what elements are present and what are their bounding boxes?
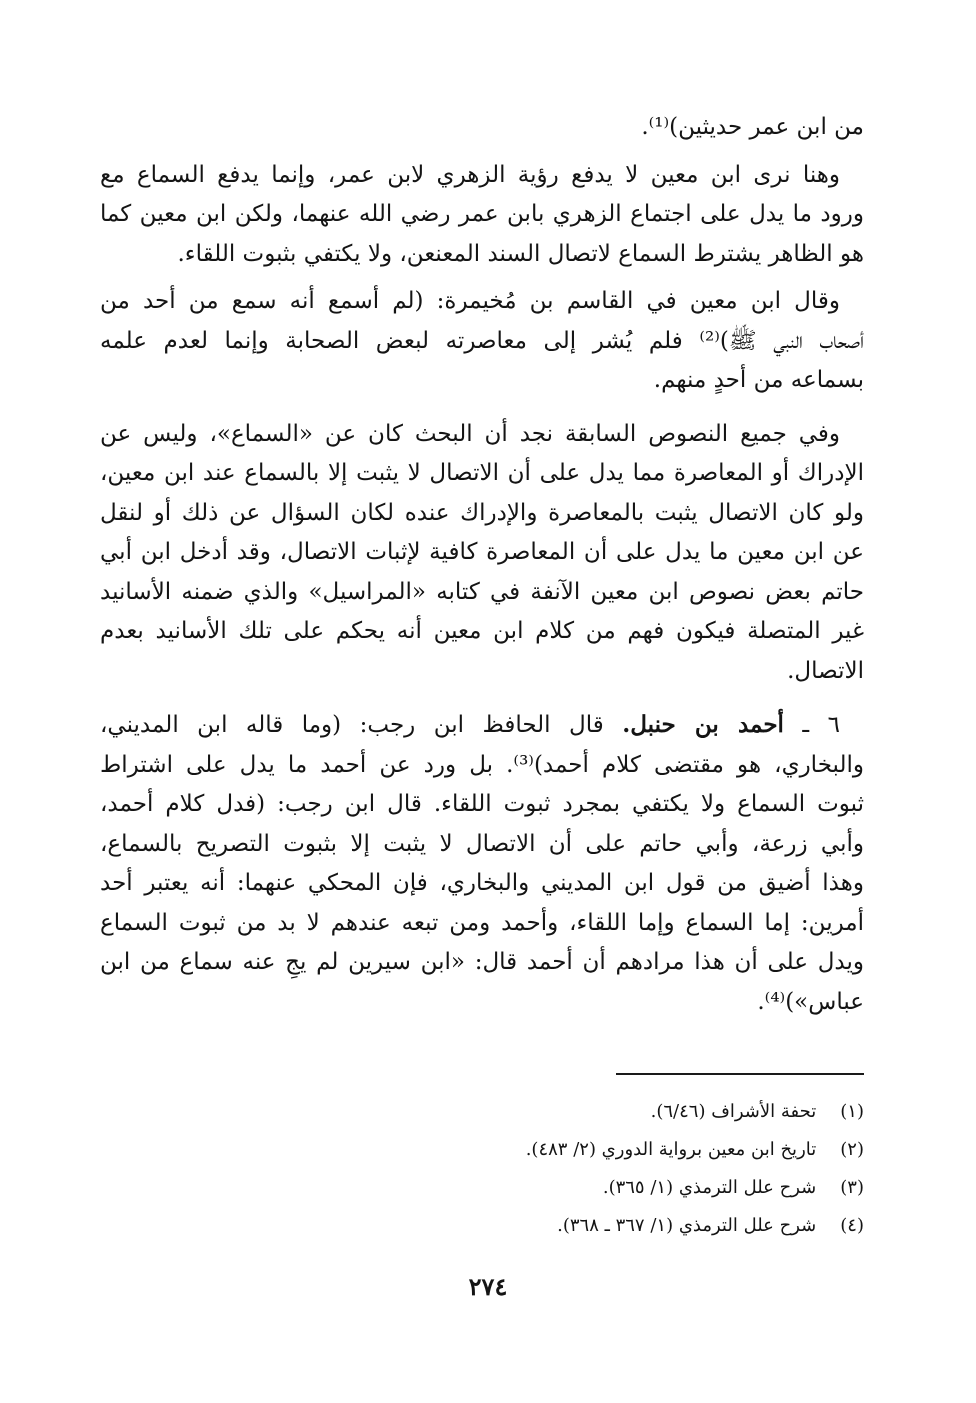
text-line: غير المتصلة فيكون فهم من كلام ابن معين أنه يحكم على تلك الأسانيد بعدم bbox=[100, 618, 864, 644]
text-line: الإدراك أو المعاصرة مما يدل على أن الاتصال لا يثبت إلا بالسماع عند ابن معين، bbox=[100, 460, 864, 486]
footnote bbox=[164, 1207, 864, 1245]
section-6-first-line bbox=[100, 705, 864, 746]
text-line: ثبوت السماع ولا يكتفي بمجرد ثبوت اللقاء. قال ابن رجب: (فدل كلام أحمد، bbox=[100, 791, 864, 817]
text-line: ولو كان الاتصال يثبت بالمعاصرة والإدراك عنده لكان السؤال عن ذلك أو لنقل bbox=[100, 499, 864, 526]
text-line: من ابن عمر حديثين)⁽¹⁾. bbox=[641, 114, 864, 140]
footnote-number: (٢) bbox=[840, 1139, 864, 1160]
paragraph bbox=[100, 156, 864, 275]
text-line: الاتصال. bbox=[787, 657, 864, 684]
footnote-text: تاريخ ابن معين برواية الدوري (٢/ ٤٨٣). bbox=[525, 1139, 817, 1160]
footnote-text: شرح علل الترمذي (١/ ٣٦٥). bbox=[602, 1177, 817, 1198]
section-6 bbox=[100, 705, 864, 1022]
text-line: وفي جميع النصوص السابقة نجد أن البحث كان عن «السماع»، وليس عن bbox=[100, 420, 840, 447]
text-line: أمرين: إما السماع وإما اللقاء، وأحمد ومن تبعه عندهم لا بد من ثبوت السماع bbox=[100, 909, 864, 936]
section-6-text: قال الحافظ ابن رجب: (وما قاله ابن المديني، bbox=[100, 712, 604, 738]
footnote bbox=[164, 1169, 864, 1207]
page-number: ٢٧٤ bbox=[468, 1272, 508, 1301]
text-line: حاتم بعض نصوص ابن معين الآنفة في كتابه «المراسيل» والذي ضمنه الأسانيد bbox=[100, 578, 864, 605]
text-line: هو الظاهر يشترط السماع لاتصال السند المعنعن، ولا يكتفي بثبوت اللقاء. bbox=[177, 240, 864, 267]
text-line: وهنا نرى ابن معين لا يدفع رؤية الزهري لابن عمر، وإنما يدفع السماع مع bbox=[100, 161, 840, 188]
text-line: ورود ما يدل على اجتماع الزهري بابن عمر رضي الله عنهما، ولكن ابن معين كما bbox=[100, 201, 864, 227]
footnote-number: (٤) bbox=[840, 1215, 864, 1236]
footnote bbox=[164, 1093, 864, 1131]
text-line: عباس»)⁽⁴⁾. bbox=[757, 988, 864, 1015]
paragraph bbox=[100, 108, 864, 148]
footnote-divider bbox=[616, 1073, 864, 1075]
footnote-text: شرح علل الترمذي (١/ ٣٦٧ ـ ٣٦٨). bbox=[557, 1215, 817, 1236]
footnotes bbox=[164, 1093, 864, 1245]
footnote-text: تحفة الأشراف (٦/٤٦). bbox=[650, 1101, 817, 1122]
text-line: أصحاب النبي ﷺ)⁽²⁾ فلم يُشر إلى معاصرته لبعض الصحابة وإنما لعدم علمه bbox=[100, 327, 864, 354]
section-6-heading: أحمد بن حنبل. bbox=[622, 711, 784, 738]
section-6-number: ٦ ـ bbox=[802, 712, 840, 738]
text-line: عن ابن معين ما يدل على أن المعاصرة كافية لإثبات الاتصال، وقد أدخل ابن أبي bbox=[100, 539, 864, 565]
text-line: والبخاري، هو مقتضى كلام أحمد)⁽³⁾. بل ورد عن أحمد ما يدل على اشتراط bbox=[100, 751, 864, 778]
text-line: ويدل على أن هذا مرادهم أن أحمد قال: «ابن سيرين لم يجِ عنه سماع من ابن bbox=[100, 949, 864, 975]
footnote-number: (٣) bbox=[840, 1177, 864, 1198]
main-text bbox=[100, 108, 864, 1022]
paragraph bbox=[100, 282, 864, 401]
text-line: وأبي زرعة، وأبي حاتم على أن الاتصال لا يثبت إلا بثبوت التصريح بالسماع، bbox=[100, 830, 864, 857]
text-line: وهذا أضيق من قول ابن المديني والبخاري، فإن المحكي عنهما: أنه يعتبر أحد bbox=[100, 870, 864, 896]
footnote-number: (١) bbox=[840, 1101, 864, 1122]
text-line: وقال ابن معين في القاسم بن مُخيمرة: (لم أسمع أنه سمع من أحد من bbox=[100, 288, 840, 314]
footnote bbox=[164, 1131, 864, 1169]
text-line: بسماعه من أحدٍ منهم. bbox=[653, 367, 864, 393]
paragraph bbox=[100, 415, 864, 692]
